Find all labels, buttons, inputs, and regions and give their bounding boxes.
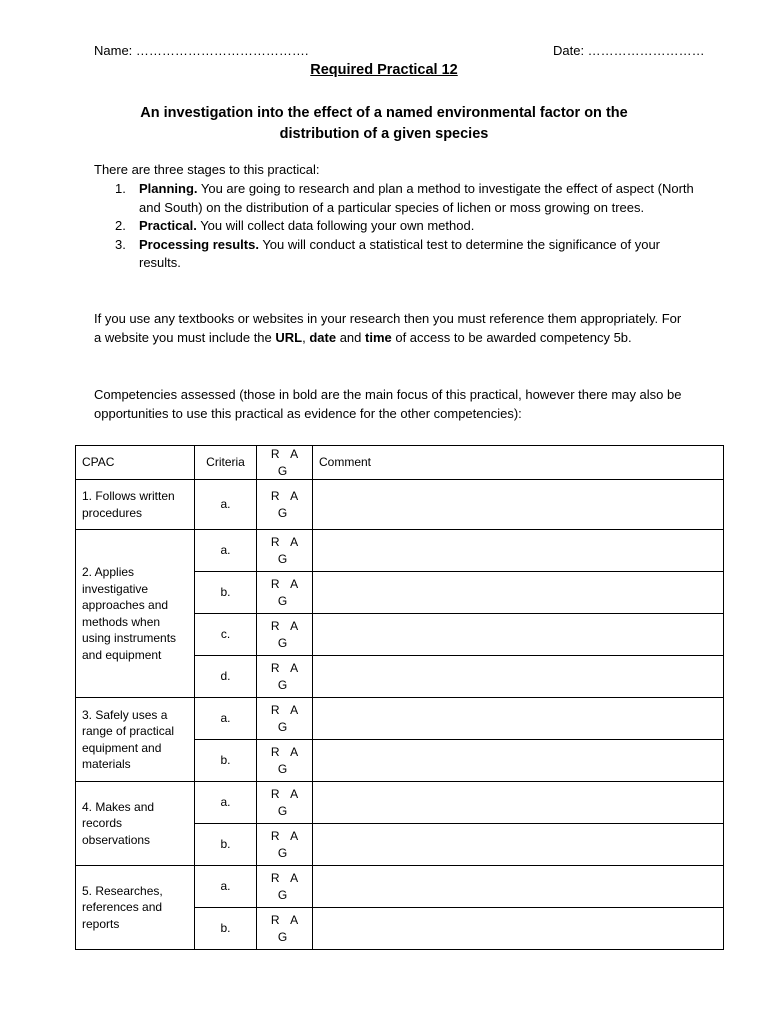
criterion-cell: a. xyxy=(195,530,257,572)
cpac-table xyxy=(75,445,724,950)
criterion-cell: d. xyxy=(195,656,257,698)
table-header-row xyxy=(76,446,724,480)
table-row xyxy=(76,782,724,824)
rag-cell[interactable] xyxy=(257,866,313,908)
intro-text: There are three stages to this practical: xyxy=(94,162,320,177)
rag-cell[interactable] xyxy=(257,614,313,656)
page-title: Required Practical 12 xyxy=(310,62,458,78)
comment-cell[interactable] xyxy=(313,698,724,740)
name-field: Name: …………………………………. xyxy=(94,43,309,58)
cpac-label: 1. Follows written procedures xyxy=(76,480,195,530)
reference-keyword: URL xyxy=(275,329,303,345)
rag-label: R A G xyxy=(270,661,303,692)
rag-cell[interactable] xyxy=(257,824,313,866)
cpac-label: 2. Applies investigative approaches and methods when using instruments and equipment xyxy=(76,530,195,698)
cpac-label: 3. Safely uses a range of practical equipment and materials xyxy=(76,698,195,782)
reference-keyword: time xyxy=(365,329,392,345)
criterion-cell: c. xyxy=(195,614,257,656)
rag-label: R A G xyxy=(270,829,303,860)
criterion-cell: b. xyxy=(195,572,257,614)
competencies-paragraph: Competencies assessed (those in bold are the main focus of this practical, however there may also be opportunities to use this practical as evidence for the other competencies): xyxy=(94,387,682,421)
stage-text: You will conduct a statistical test to determine the significance of your results. xyxy=(139,236,661,270)
comment-cell[interactable] xyxy=(313,908,724,950)
rag-label: R A G xyxy=(270,447,303,478)
table-row xyxy=(76,698,724,740)
rag-cell[interactable] xyxy=(257,530,313,572)
stage-text: You are going to research and plan a method to investigate the effect of aspect (North and South) on the distribution of a particular species of lichen or moss growing on trees. xyxy=(139,181,694,215)
cpac-label: 5. Researches, references and reports xyxy=(76,866,195,950)
header-cpac: CPAC xyxy=(76,446,195,480)
header-rag xyxy=(257,446,313,480)
list-item xyxy=(94,217,694,236)
rag-label: R A G xyxy=(270,535,303,566)
stage-number: 3. xyxy=(115,236,126,252)
comment-cell[interactable] xyxy=(313,480,724,530)
comment-cell[interactable] xyxy=(313,782,724,824)
stage-number: 1. xyxy=(115,181,126,196)
stage-text: You will collect data following your own method. xyxy=(196,218,475,233)
reference-paragraph xyxy=(94,310,684,347)
criterion-cell: b. xyxy=(195,908,257,950)
criterion-cell: a. xyxy=(195,866,257,908)
rag-cell[interactable] xyxy=(257,572,313,614)
reference-text: and xyxy=(336,329,365,345)
rag-cell[interactable] xyxy=(257,740,313,782)
rag-cell[interactable] xyxy=(257,782,313,824)
rag-label: R A G xyxy=(270,577,303,608)
header-criteria: Criteria xyxy=(195,446,257,480)
list-item xyxy=(94,180,694,217)
comment-cell[interactable] xyxy=(313,656,724,698)
header-comment: Comment xyxy=(313,446,724,480)
criterion-cell: b. xyxy=(195,824,257,866)
rag-label: R A G xyxy=(270,489,303,520)
rag-label: R A G xyxy=(270,913,303,944)
reference-keyword: date xyxy=(309,329,337,345)
criterion-cell: a. xyxy=(195,782,257,824)
rag-label: R A G xyxy=(270,703,303,734)
comment-cell[interactable] xyxy=(313,740,724,782)
rag-label: R A G xyxy=(270,745,303,776)
rag-label: R A G xyxy=(270,619,303,650)
comment-cell[interactable] xyxy=(313,824,724,866)
reference-text: , xyxy=(302,329,310,345)
comment-cell[interactable] xyxy=(313,530,724,572)
reference-text: of access to be awarded competency 5b. xyxy=(391,329,632,345)
reference-text: If you use any textbooks or websites in your research then you must reference them appropriately. For a website you must include the xyxy=(94,311,682,345)
stage-number: 2. xyxy=(115,218,126,233)
criterion-cell: b. xyxy=(195,740,257,782)
comment-cell[interactable] xyxy=(313,866,724,908)
criterion-cell: a. xyxy=(195,480,257,530)
table-row xyxy=(76,530,724,572)
list-item xyxy=(94,236,694,273)
comment-cell[interactable] xyxy=(313,614,724,656)
stage-title: Practical. xyxy=(139,218,197,233)
table-row xyxy=(76,480,724,530)
stage-title: Planning. xyxy=(139,181,198,196)
rag-cell[interactable] xyxy=(257,480,313,530)
stages-list xyxy=(94,180,694,273)
page-subtitle: An investigation into the effect of a named environmental factor on the distribution of a given species xyxy=(140,105,628,142)
comment-cell[interactable] xyxy=(313,572,724,614)
stage-title: Processing results. xyxy=(139,236,259,252)
date-field: Date: ……………………… xyxy=(553,43,705,58)
criterion-cell: a. xyxy=(195,698,257,740)
rag-cell[interactable] xyxy=(257,698,313,740)
rag-cell[interactable] xyxy=(257,656,313,698)
table-row xyxy=(76,866,724,908)
cpac-label: 4. Makes and records observations xyxy=(76,782,195,866)
rag-label: R A G xyxy=(270,787,303,818)
rag-cell[interactable] xyxy=(257,908,313,950)
rag-label: R A G xyxy=(270,871,303,902)
